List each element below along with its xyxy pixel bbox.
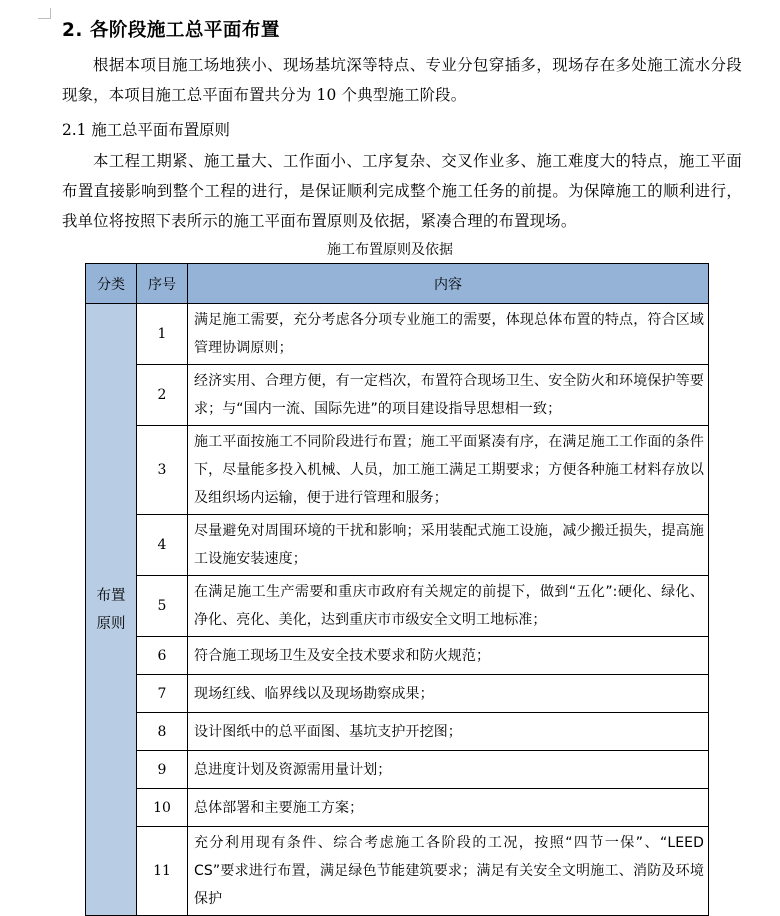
row-content: 现场红线、临界线以及现场勘察成果； bbox=[188, 675, 709, 713]
row-content: 总体部署和主要施工方案； bbox=[188, 789, 709, 827]
row-content: 设计图纸中的总平面图、基坑支护开挖图； bbox=[188, 713, 709, 751]
row-number: 1 bbox=[137, 304, 188, 365]
table-row bbox=[86, 515, 709, 576]
page-corner-mark bbox=[38, 8, 51, 19]
category-line-2: 原则 bbox=[96, 615, 126, 632]
table-row bbox=[86, 426, 709, 515]
table-row bbox=[86, 751, 709, 789]
table-row bbox=[86, 789, 709, 827]
category-cell bbox=[86, 304, 137, 916]
section-heading: 2. 各阶段施工总平面布置 bbox=[62, 20, 280, 41]
table-row bbox=[86, 713, 709, 751]
row-content: 在满足施工生产需要和重庆市政府有关规定的前提下，做到“五化”:硬化、绿化、净化、亮化、美化，达到重庆市市级安全文明工地标准； bbox=[188, 576, 709, 637]
table-caption: 施工布置原则及依据 bbox=[327, 242, 453, 258]
row-content: 符合施工现场卫生及安全技术要求和防火规范； bbox=[188, 637, 709, 675]
table-row bbox=[86, 304, 709, 365]
table-row bbox=[86, 675, 709, 713]
principles-table bbox=[85, 263, 709, 916]
table-row bbox=[86, 576, 709, 637]
row-number: 2 bbox=[137, 365, 188, 426]
row-number: 9 bbox=[137, 751, 188, 789]
table-row bbox=[86, 827, 709, 916]
table-row bbox=[86, 365, 709, 426]
row-number: 11 bbox=[137, 827, 188, 916]
header-content: 内容 bbox=[188, 264, 709, 304]
row-number: 6 bbox=[137, 637, 188, 675]
row-number: 7 bbox=[137, 675, 188, 713]
row-content: 满足施工需要，充分考虑各分项专业施工的需要，体现总体布置的特点，符合区域管理协调原则； bbox=[188, 304, 709, 365]
row-number: 8 bbox=[137, 713, 188, 751]
header-number: 序号 bbox=[137, 264, 188, 304]
row-number: 5 bbox=[137, 576, 188, 637]
row-content: 施工平面按施工不同阶段进行布置；施工平面紧凑有序，在满足施工工作面的条件下，尽量能多投入机械、人员，加工施工满足工期要求；方便各种施工材料存放以及组织场内运输，便于进行管理和服务； bbox=[188, 426, 709, 515]
row-content: 总进度计划及资源需用量计划； bbox=[188, 751, 709, 789]
row-number: 4 bbox=[137, 515, 188, 576]
table-row bbox=[86, 637, 709, 675]
row-content: 充分利用现有条件、综合考虑施工各阶段的工况，按照“四节一保”、“LEED CS”要求进行布置，满足绿色节能建筑要求；满足有关安全文明施工、消防及环境保护 bbox=[188, 827, 709, 916]
table-header-row bbox=[86, 264, 709, 304]
row-number: 3 bbox=[137, 426, 188, 515]
category-line-1: 布置 bbox=[96, 587, 126, 604]
row-content: 经济实用、合理方便，有一定档次，布置符合现场卫生、安全防火和环境保护等要求；与“国内一流、国际先进”的项目建设指导思想相一致； bbox=[188, 365, 709, 426]
row-content: 尽量避免对周围环境的干扰和影响；采用装配式施工设施，减少搬迁损失，提高施工设施安装速度； bbox=[188, 515, 709, 576]
intro-paragraph: 根据本项目施工场地狭小、现场基坑深等特点、专业分包穿插多，现场存在多处施工流水分段现象，本项目施工总平面布置共分为 10 个典型施工阶段。 bbox=[62, 56, 742, 104]
header-category: 分类 bbox=[86, 264, 137, 304]
subsection-heading: 2.1 施工总平面布置原则 bbox=[62, 121, 230, 139]
row-number: 10 bbox=[137, 789, 188, 827]
principle-paragraph: 本工程工期紧、施工量大、工作面小、工序复杂、交叉作业多、施工难度大的特点，施工平面布置直接影响到整个工程的进行，是保证顺利完成整个施工任务的前提。为保障施工的顺利进行，我单位将按照下表所示的施工平面布置原则及依据，紧凑合理的布置现场。 bbox=[62, 152, 742, 230]
